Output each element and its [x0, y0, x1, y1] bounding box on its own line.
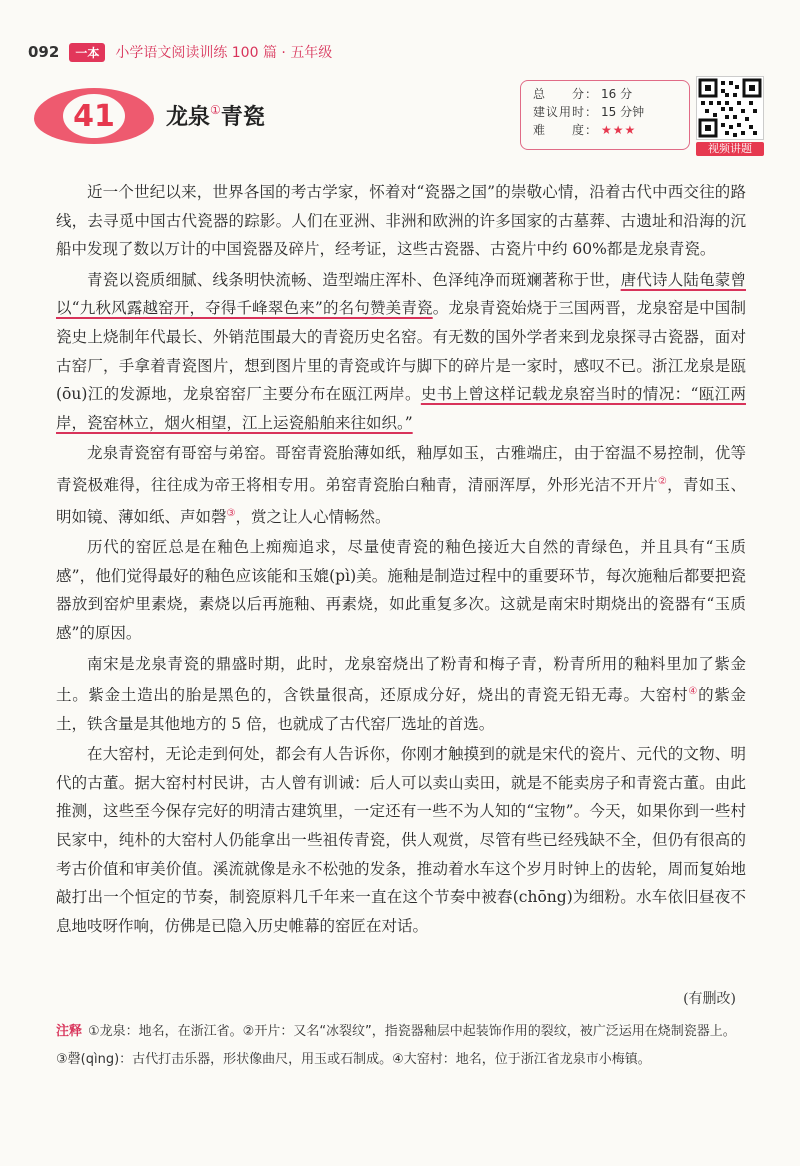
- suggested-time-value: 15 分钟: [601, 105, 645, 119]
- total-score-value: 16 分: [601, 87, 633, 101]
- lesson-title-area: [28, 86, 772, 156]
- suggested-time-row: [533, 103, 689, 121]
- footnote-marker: ③: [226, 507, 236, 519]
- footnote-marker: ①: [210, 103, 221, 117]
- total-score-label: 总 分：: [533, 87, 599, 101]
- difficulty-stars: ★★★: [601, 123, 637, 137]
- exercise-info-box: [520, 80, 690, 150]
- footnotes: [56, 1018, 746, 1074]
- suggested-time-label: 建议用时：: [533, 105, 599, 119]
- page-header: [28, 40, 332, 64]
- paragraph-2-text-a: 青瓷以瓷质细腻、线条明快流畅、造型端庄浑朴、色泽纯净而斑斓著称于世，: [87, 270, 621, 289]
- footnotes-text: ①龙泉：地名，在浙江省。②开片：又名“冰裂纹”，指瓷器釉层中起装饰作用的裂纹，被广泛运用在烧制瓷器上。③磬(qìng)：古代打击乐器，形状像曲尺，用玉或石制成。④大窑村：地名，位于浙江省龙泉市小梅镇。: [56, 1024, 736, 1067]
- paragraph-2-text-b: 。龙泉青瓷始烧于三国两晋，龙泉窑是中国制瓷史上烧制年代最长、外销范围最大的青瓷历史名窑。有无数的国外学者来到龙泉探寻古瓷器，面对古窑厂，手拿着青瓷图片，想到图片里的青瓷或许与脚下的碎片是一家时，感叹不已。浙江龙泉是瓯(ōu)江的发源地，龙泉窑窑厂主要分布在瓯江两岸。: [56, 299, 746, 404]
- paragraph-1: 近一个世纪以来，世界各国的考古学家，怀着对“瓷器之国”的崇敬心情，沿着古代中西交往的路线，去寻觅中国古代瓷器的踪影。人们在亚洲、非洲和欧洲的许多国家的古墓葬、古遗址和沿海的沉船中发现了数以万计的中国瓷器及碎片，经考证，这些古瓷器、古瓷片中约 60%都是龙泉青瓷。: [56, 183, 746, 259]
- footnote-marker: ②: [657, 475, 668, 487]
- footnote-marker: ④: [688, 686, 699, 698]
- underlined-sentence-2: 史书上曾这样记载龙泉窑当时的情况：“瓯江两岸，瓷窑林立，烟火相望，江上运瓷船舶来往如织。”: [56, 385, 746, 432]
- paragraph-5: [56, 650, 746, 739]
- paragraph-3-text-b: ，青如玉、明如镜、薄如纸、声如磬: [56, 475, 746, 526]
- grade-separator: ·: [281, 45, 286, 61]
- footnotes-tag: 注释: [56, 1024, 83, 1039]
- lesson-number-badge: [34, 88, 154, 144]
- paragraph-5-text-a: 南宋是龙泉青瓷的鼎盛时期，此时，龙泉窑烧出了粉青和梅子青，粉青所用的釉料里加了紫金土。紫金土造出的胎是黑色的，含铁量很高，还原成分好，烧出的青瓷无铅无毒。大窑村: [56, 654, 746, 705]
- paragraph-3-text-a: 龙泉青瓷窑有哥窑与弟窑。哥窑青瓷胎薄如纸，釉厚如玉，古雅端庄，由于窑温不易控制，优等青瓷极难得，往往成为帝王将相专用。弟窑青瓷胎白釉青，清丽浑厚，外形光洁不开片: [56, 444, 746, 494]
- grade-label: 五年级: [290, 45, 333, 61]
- lesson-number-inner: [63, 94, 125, 138]
- paragraph-6: 在大窑村，无论走到何处，都会有人告诉你，你刚才触摸到的就是宋代的瓷片、元代的文物、明代的古董。据大窑村村民讲，古人曾有训诫：后人可以卖山卖田，就是不能卖房子和青瓷古董。由此推测，这些至今保存完好的明清古建筑里，一定还有一些不为人知的“宝物”。今天，如果你到一些村民家中，纯朴的大窑村人仍能拿出一些祖传青瓷，供人观赏，尽管有些已经残缺不全，但仍有很高的考古价值和审美价值。溪流就像是永不松弛的发条，推动着水车这个岁月时钟上的齿轮，周而复始地敲打出一个恒定的节奏，制瓷原料几千年来一直在这个节奏中被舂(chōng)为细粉。水车依旧昼夜不息地吱呀作响，仿佛是已隐入历史帷幕的窑匠在对话。: [56, 745, 746, 935]
- paragraph-3: [56, 439, 746, 531]
- lesson-title: [166, 100, 265, 131]
- book-title: [115, 42, 332, 62]
- lesson-title-tail: 青瓷: [220, 105, 265, 130]
- difficulty-label: 难 度：: [533, 123, 599, 137]
- video-explanation-label[interactable]: 视频讲题: [696, 142, 764, 156]
- brand-badge: 一本: [69, 43, 105, 62]
- article-body: [56, 178, 746, 942]
- paragraph-5-text-b: 的紫金土，铁含量是其他地方的 5 倍，也就成了古代窑厂选址的首选。: [56, 686, 746, 733]
- difficulty-row: [533, 121, 689, 139]
- lesson-title-text: 龙泉: [166, 105, 211, 130]
- book-title-text: 小学语文阅读训练 100 篇: [115, 45, 277, 61]
- underlined-sentence-1: 唐代诗人陆龟蒙曾以“九秋风露越窑开，夺得千峰翠色来”的名句赞美青瓷: [56, 270, 746, 318]
- source-note: (有删改): [683, 991, 736, 1007]
- paragraph-3-text-c: ，赏之让人心情畅然。: [235, 507, 391, 526]
- total-score-row: [533, 85, 689, 103]
- page-number: 092: [28, 43, 60, 61]
- qr-code-icon[interactable]: [696, 76, 764, 140]
- paragraph-2: [56, 266, 746, 438]
- paragraph-4: 历代的窑匠总是在釉色上痴痴追求，尽量使青瓷的釉色接近大自然的青绿色，并且具有“玉质感”，他们觉得最好的釉色应该能和玉媲(pì)美。施釉是制造过程中的重要环节，每次施釉后都要把瓷器放到窑炉里素烧，素烧以后再施釉、再素烧，如此重复多次。这就是南宋时期烧出的瓷器有“玉质感”的原因。: [56, 538, 746, 642]
- lesson-number: 41: [73, 98, 115, 134]
